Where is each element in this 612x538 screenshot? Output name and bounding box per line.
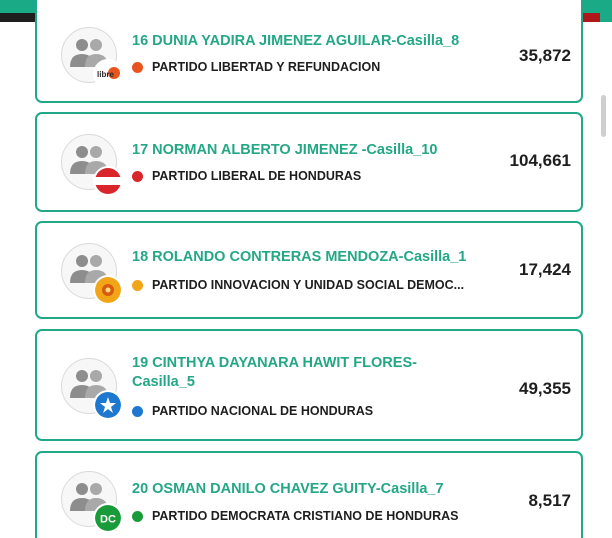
party-row: [132, 402, 487, 420]
libre-logo: [93, 59, 123, 89]
vote-count: 35,872: [519, 46, 571, 65]
libre-logo-text: libre: [97, 70, 114, 79]
candidate-card[interactable]: [35, 329, 583, 441]
candidate-card[interactable]: [35, 112, 583, 212]
party-row: [132, 58, 487, 76]
scrollbar-thumb[interactable]: [601, 95, 606, 137]
party-name: PARTIDO INNOVACION Y UNIDAD SOCIAL DEMOC...: [152, 278, 465, 292]
vote-count: 49,355: [519, 379, 571, 398]
party-name: PARTIDO NACIONAL DE HONDURAS: [152, 404, 374, 418]
party-color-dot: [132, 406, 143, 417]
party-row: [132, 276, 487, 294]
nacional-star-logo: [93, 390, 123, 420]
candidate-name[interactable]: 20 OSMAN DANILO CHAVEZ GUITY-Casilla_7: [132, 481, 444, 497]
dc-logo: [93, 503, 123, 533]
party-name: PARTIDO LIBERAL DE HONDURAS: [152, 169, 362, 183]
party-color-dot: [132, 280, 143, 291]
party-color-dot: [132, 511, 143, 522]
candidate-avatar: [61, 27, 117, 83]
pinu-logo: [93, 275, 123, 305]
candidate-card[interactable]: [35, 451, 583, 538]
party-color-dot: [132, 171, 143, 182]
candidate-name[interactable]: 18 ROLANDO CONTRERAS MENDOZA-Casilla_1: [132, 249, 467, 265]
party-name: PARTIDO LIBERTAD Y REFUNDACION: [152, 60, 381, 74]
candidate-avatar: [61, 243, 117, 299]
party-row: [132, 167, 487, 185]
candidate-name[interactable]: 19 CINTHYA DAYANARA HAWIT FLORES-Casilla_5: [132, 355, 417, 390]
candidate-name[interactable]: 17 NORMAN ALBERTO JIMENEZ -Casilla_10: [132, 142, 438, 158]
candidate-card[interactable]: [35, 0, 583, 103]
vote-count: 104,661: [509, 151, 571, 170]
party-name: PARTIDO DEMOCRATA CRISTIANO DE HONDURAS: [152, 509, 459, 523]
liberal-flag-logo: [93, 166, 123, 196]
vote-count: 8,517: [528, 491, 571, 510]
party-color-dot: [132, 62, 143, 73]
dc-logo-text: DC: [100, 513, 116, 526]
candidate-avatar: [61, 471, 117, 527]
candidate-avatar: [61, 358, 117, 414]
candidate-avatar: [61, 134, 117, 190]
candidate-name[interactable]: 16 DUNIA YADIRA JIMENEZ AGUILAR-Casilla_8: [132, 33, 460, 49]
party-row: [132, 507, 487, 525]
vote-count: 17,424: [519, 260, 571, 279]
candidate-card[interactable]: [35, 221, 583, 319]
